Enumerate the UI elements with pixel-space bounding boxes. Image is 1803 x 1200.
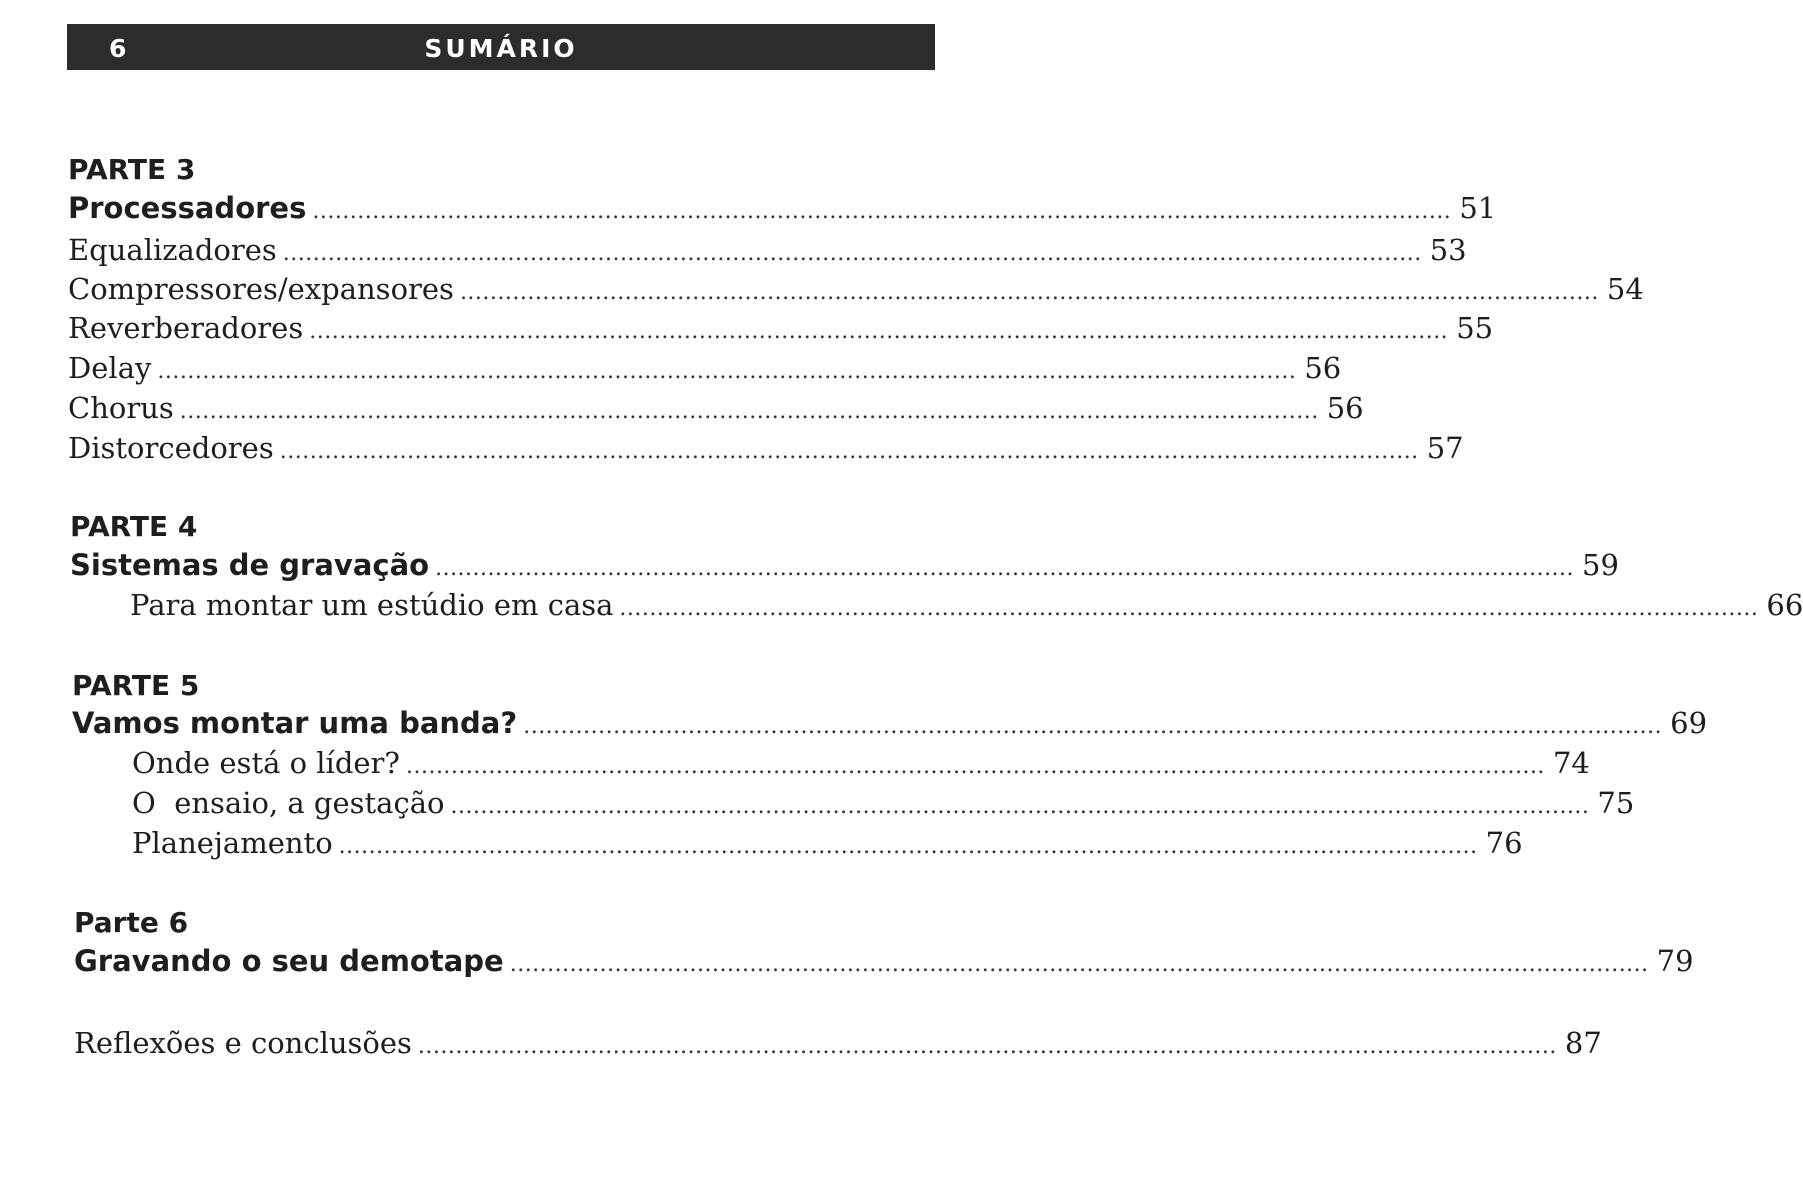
toc-entry-page: 53 <box>1429 233 1467 267</box>
toc-entry-page: 54 <box>1606 272 1644 306</box>
toc-entry-o-ensaio[interactable] <box>132 783 1635 823</box>
toc-entry-title: Compressores/expansores <box>68 272 454 306</box>
toc-chapter-processadores[interactable] <box>68 188 1497 228</box>
dot-leader: ........................................................................................................................................................ <box>459 280 1599 305</box>
toc-entry-title: Chorus <box>68 391 174 425</box>
toc-entry-reverberadores[interactable] <box>68 308 1494 348</box>
toc-chapter-sistemas-de-gravacao[interactable] <box>70 545 1619 585</box>
dot-leader: ........................................................................................................................................................ <box>157 359 1297 384</box>
page-title: SUMÁRIO <box>424 34 578 63</box>
dot-leader: ........................................................................................................................................................ <box>312 199 1452 224</box>
toc-entry-page: 59 <box>1582 548 1619 582</box>
toc-entry-title: Vamos montar uma banda? <box>72 706 518 740</box>
toc-entry-page: 56 <box>1304 351 1342 385</box>
part-5-heading: PARTE 5 <box>72 669 200 702</box>
toc-entry-delay[interactable] <box>68 348 1342 388</box>
toc-entry-page: 66 <box>1766 588 1803 622</box>
dot-leader: ........................................................................................................................................................ <box>619 596 1759 621</box>
dot-leader: ........................................................................................................................................................ <box>179 399 1319 424</box>
toc-entry-title: Delay <box>68 351 152 385</box>
toc-entry-page: 51 <box>1459 191 1497 225</box>
toc-entry-title: Equalizadores <box>68 233 277 267</box>
toc-entry-title: Processadores <box>68 191 307 225</box>
toc-entry-page: 87 <box>1564 1026 1602 1060</box>
toc-entry-title: Distorcedores <box>68 431 274 465</box>
dot-leader: ........................................................................................................................................................ <box>509 952 1649 977</box>
toc-entry-title: Para montar um estúdio em casa <box>130 588 614 622</box>
toc-entry-title: Planejamento <box>132 826 333 860</box>
page-number: 6 <box>109 34 127 63</box>
toc-entry-title: Gravando o seu demotape <box>74 944 504 978</box>
toc-entry-title: Reflexões e conclusões <box>74 1026 412 1060</box>
toc-entry-title: Reverberadores <box>68 311 304 345</box>
toc-chapter-gravando-demotape[interactable] <box>74 941 1694 981</box>
toc-entry-equalizadores[interactable] <box>68 230 1467 270</box>
toc-entry-compressores[interactable] <box>68 269 1644 309</box>
toc-entry-title: O ensaio, a gestação <box>132 786 445 820</box>
dot-leader: ........................................................................................................................................................ <box>405 754 1545 779</box>
dot-leader: ........................................................................................................................................................ <box>417 1034 1557 1059</box>
toc-entry-montar-estudio[interactable] <box>130 585 1803 625</box>
dot-leader: ........................................................................................................................................................ <box>450 794 1590 819</box>
toc-entry-planejamento[interactable] <box>132 823 1523 863</box>
toc-chapter-vamos-montar-banda[interactable] <box>72 703 1708 743</box>
dot-leader: ........................................................................................................................................................ <box>523 714 1663 739</box>
toc-entry-chorus[interactable] <box>68 388 1364 428</box>
dot-leader: ........................................................................................................................................................ <box>338 834 1478 859</box>
toc-entry-page: 69 <box>1670 706 1708 740</box>
toc-entry-reflexoes[interactable] <box>74 1023 1602 1063</box>
toc-entry-page: 55 <box>1456 311 1494 345</box>
toc-entry-page: 74 <box>1552 746 1590 780</box>
part-6-heading: Parte 6 <box>74 906 189 939</box>
toc-entry-page: 79 <box>1656 944 1694 978</box>
toc-entry-onde-esta-o-lider[interactable] <box>132 743 1590 783</box>
part-4-heading: PARTE 4 <box>70 510 198 543</box>
toc-entry-page: 76 <box>1485 826 1523 860</box>
toc-entry-title: Onde está o líder? <box>132 746 400 780</box>
dot-leader: ........................................................................................................................................................ <box>282 241 1422 266</box>
part-3-heading: PARTE 3 <box>68 153 196 186</box>
toc-entry-page: 56 <box>1326 391 1364 425</box>
toc-entry-distorcedores[interactable] <box>68 428 1464 468</box>
dot-leader: ........................................................................................................................................................ <box>279 439 1419 464</box>
dot-leader: ........................................................................................................................................................ <box>435 556 1575 581</box>
toc-entry-title: Sistemas de gravação <box>70 548 430 582</box>
toc-entry-page: 57 <box>1426 431 1464 465</box>
toc-entry-page: 75 <box>1597 786 1635 820</box>
dot-leader: ........................................................................................................................................................ <box>309 319 1449 344</box>
